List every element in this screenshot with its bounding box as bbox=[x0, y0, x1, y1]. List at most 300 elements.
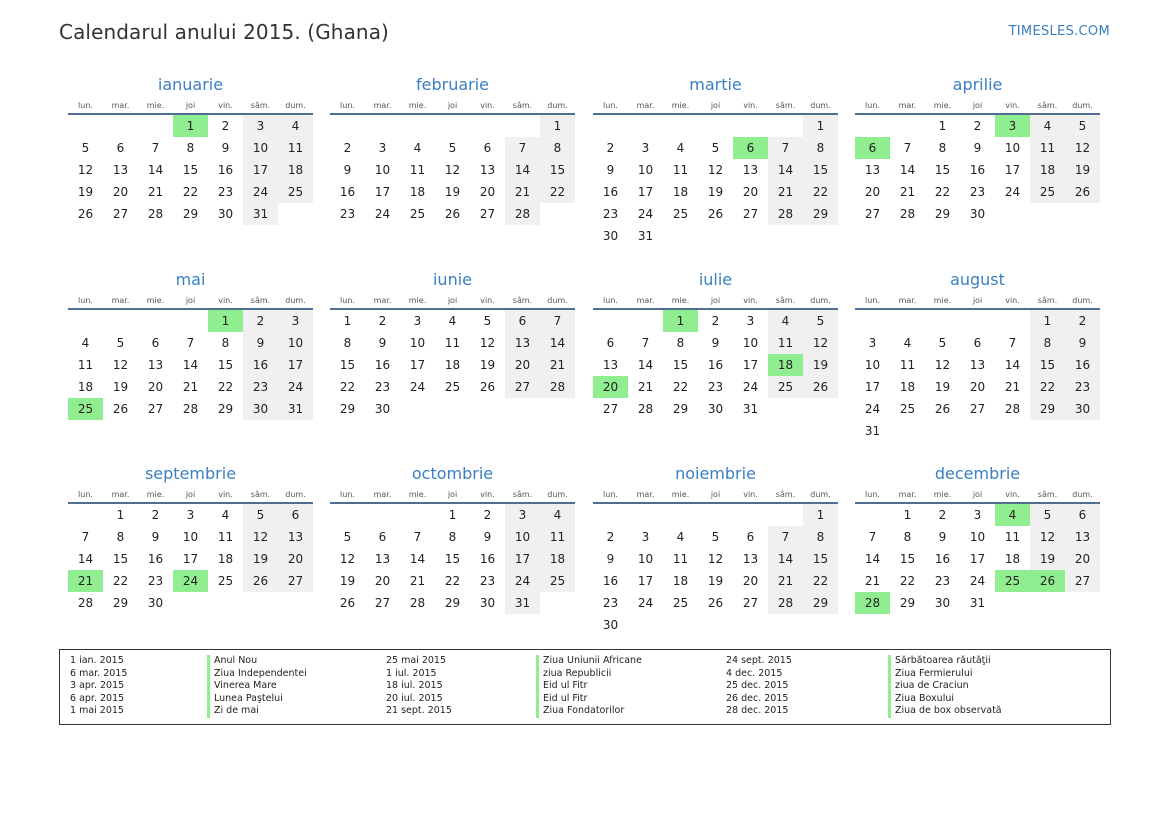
empty-cell bbox=[330, 115, 365, 137]
day-cell: 17 bbox=[969, 552, 986, 566]
weekday-label: vin. bbox=[743, 101, 758, 110]
day-cell: 5 bbox=[243, 504, 278, 526]
weekday-label: sâm. bbox=[250, 490, 271, 499]
day-cell: 6 bbox=[1065, 504, 1100, 526]
day-cell: 21 bbox=[505, 181, 540, 203]
day-cell: 6 bbox=[606, 336, 615, 350]
day-cell: 8 bbox=[938, 141, 947, 155]
day-cell: 29 bbox=[444, 596, 461, 610]
weekday-label: mar. bbox=[898, 296, 917, 305]
day-grid bbox=[68, 504, 313, 614]
day-cell: 26 bbox=[803, 376, 838, 398]
day-cell: 20 bbox=[479, 185, 496, 199]
day-cell: 10 bbox=[374, 163, 391, 177]
weekday-label: sâm. bbox=[512, 490, 533, 499]
page-title: Calendarul anului 2015. (Ghana) bbox=[59, 20, 389, 44]
day-cell: 15 bbox=[182, 163, 199, 177]
day-cell: 3 bbox=[641, 141, 650, 155]
weekday-label: mie. bbox=[933, 296, 952, 305]
day-cell: 13 bbox=[864, 163, 881, 177]
day-cell: 9 bbox=[973, 141, 982, 155]
day-cell: 2 bbox=[606, 141, 615, 155]
day-cell: 7 bbox=[413, 530, 422, 544]
holiday-day: 6 bbox=[733, 137, 768, 159]
day-cell: 23 bbox=[147, 574, 164, 588]
day-cell: 20 bbox=[278, 548, 313, 570]
day-cell: 10 bbox=[864, 358, 881, 372]
day-cell: 9 bbox=[343, 163, 352, 177]
day-cell: 30 bbox=[602, 229, 619, 243]
empty-cell bbox=[663, 115, 698, 137]
day-cell: 22 bbox=[540, 181, 575, 203]
empty-cell bbox=[593, 115, 628, 137]
day-cell: 31 bbox=[742, 402, 759, 416]
day-cell: 27 bbox=[969, 402, 986, 416]
day-cell: 18 bbox=[444, 358, 461, 372]
weekday-label: sâm. bbox=[775, 101, 796, 110]
legend-holiday-name: Lunea Paştelui bbox=[207, 693, 307, 706]
day-cell: 27 bbox=[147, 402, 164, 416]
weekday-label: mie. bbox=[671, 101, 690, 110]
day-cell: 7 bbox=[641, 336, 650, 350]
day-cell: 22 bbox=[899, 574, 916, 588]
day-cell: 14 bbox=[864, 552, 881, 566]
weekday-label: joi bbox=[710, 490, 721, 499]
day-cell: 11 bbox=[672, 552, 689, 566]
day-cell: 10 bbox=[409, 336, 426, 350]
day-cell: 22 bbox=[672, 380, 689, 394]
day-cell: 16 bbox=[147, 552, 164, 566]
empty-cell bbox=[698, 504, 733, 526]
day-cell: 9 bbox=[221, 141, 230, 155]
day-cell: 14 bbox=[637, 358, 654, 372]
empty-cell bbox=[593, 504, 628, 526]
day-cell: 5 bbox=[711, 530, 720, 544]
weekday-label: joi bbox=[710, 296, 721, 305]
month-name: ianuarie bbox=[157, 75, 224, 94]
day-cell: 21 bbox=[768, 570, 803, 592]
day-cell: 3 bbox=[746, 314, 755, 328]
legend-date: 6 apr. 2015 bbox=[70, 692, 125, 704]
day-cell: 15 bbox=[934, 163, 951, 177]
day-cell: 16 bbox=[969, 163, 986, 177]
month-name: martie bbox=[689, 75, 742, 94]
day-cell: 8 bbox=[448, 530, 457, 544]
weekday-label: mie. bbox=[933, 490, 952, 499]
day-cell: 5 bbox=[938, 336, 947, 350]
day-cell: 16 bbox=[602, 185, 619, 199]
day-cell: 13 bbox=[969, 358, 986, 372]
weekday-label: vin. bbox=[480, 101, 495, 110]
holiday-day: 26 bbox=[1030, 570, 1065, 592]
day-cell: 28 bbox=[637, 402, 654, 416]
empty-cell bbox=[330, 504, 365, 526]
legend-holiday-name: Ziua Boxului bbox=[888, 693, 1002, 706]
day-cell: 12 bbox=[77, 163, 94, 177]
day-cell: 26 bbox=[444, 207, 461, 221]
day-cell: 21 bbox=[637, 380, 654, 394]
day-cell: 27 bbox=[479, 207, 496, 221]
day-cell: 22 bbox=[803, 181, 838, 203]
legend-date: 25 mai 2015 bbox=[386, 655, 447, 666]
day-cell: 13 bbox=[505, 332, 540, 354]
day-cell: 16 bbox=[217, 163, 234, 177]
day-cell: 2 bbox=[343, 141, 352, 155]
weekday-label: sâm. bbox=[512, 101, 533, 110]
empty-cell bbox=[925, 310, 960, 332]
day-cell: 26 bbox=[707, 207, 724, 221]
month-decembrie bbox=[855, 464, 1100, 614]
day-cell: 26 bbox=[479, 380, 496, 394]
weekday-label: joi bbox=[447, 490, 458, 499]
day-cell: 17 bbox=[182, 552, 199, 566]
day-cell: 8 bbox=[221, 336, 230, 350]
legend-date: 21 sept. 2015 bbox=[386, 705, 452, 717]
empty-cell bbox=[138, 310, 173, 332]
weekday-label: joi bbox=[185, 296, 196, 305]
day-cell: 15 bbox=[540, 159, 575, 181]
legend-date: 18 iul. 2015 bbox=[386, 680, 443, 692]
weekday-label: dum. bbox=[547, 296, 568, 305]
day-cell: 5 bbox=[711, 141, 720, 155]
holiday-day: 25 bbox=[995, 570, 1030, 592]
weekday-header bbox=[68, 99, 313, 115]
month-name: octombrie bbox=[411, 464, 494, 483]
day-cell: 21 bbox=[768, 181, 803, 203]
weekday-label: dum. bbox=[285, 490, 306, 499]
holiday-day: 3 bbox=[995, 115, 1030, 137]
day-cell: 1 bbox=[116, 508, 125, 522]
legend-holiday-name: ziua de Craciun bbox=[888, 680, 1002, 693]
day-cell: 28 bbox=[147, 207, 164, 221]
day-cell: 17 bbox=[742, 358, 759, 372]
day-grid bbox=[855, 115, 1100, 225]
day-cell: 4 bbox=[768, 310, 803, 332]
day-cell: 6 bbox=[116, 141, 125, 155]
legend-holiday-name: Ziua Fermierului bbox=[888, 668, 1002, 681]
day-cell: 20 bbox=[374, 574, 391, 588]
day-cell: 9 bbox=[606, 552, 615, 566]
day-cell: 11 bbox=[768, 332, 803, 354]
day-cell: 3 bbox=[973, 508, 982, 522]
holiday-day: 1 bbox=[663, 310, 698, 332]
weekday-label: sâm. bbox=[1037, 490, 1058, 499]
day-cell: 10 bbox=[742, 336, 759, 350]
weekday-label: lun. bbox=[865, 490, 880, 499]
day-cell: 3 bbox=[868, 336, 877, 350]
legend-holiday-name: Sărbătoarea răutăţii bbox=[888, 655, 1002, 668]
day-cell: 22 bbox=[217, 380, 234, 394]
day-cell: 6 bbox=[378, 530, 387, 544]
empty-cell bbox=[733, 504, 768, 526]
weekday-label: lun. bbox=[78, 101, 93, 110]
day-cell: 12 bbox=[479, 336, 496, 350]
weekday-label: vin. bbox=[480, 490, 495, 499]
day-cell: 4 bbox=[81, 336, 90, 350]
day-cell: 24 bbox=[243, 181, 278, 203]
day-cell: 22 bbox=[1030, 376, 1065, 398]
weekday-header bbox=[593, 488, 838, 504]
weekday-label: dum. bbox=[1072, 101, 1093, 110]
empty-cell bbox=[890, 115, 925, 137]
day-cell: 12 bbox=[339, 552, 356, 566]
day-cell: 24 bbox=[1004, 185, 1021, 199]
day-cell: 11 bbox=[278, 137, 313, 159]
day-cell: 5 bbox=[81, 141, 90, 155]
weekday-label: dum. bbox=[547, 490, 568, 499]
day-cell: 29 bbox=[1030, 398, 1065, 420]
day-cell: 11 bbox=[540, 526, 575, 548]
weekday-label: mie. bbox=[408, 490, 427, 499]
day-cell: 25 bbox=[899, 402, 916, 416]
day-cell: 11 bbox=[672, 163, 689, 177]
weekday-label: lun. bbox=[603, 490, 618, 499]
day-cell: 27 bbox=[1065, 570, 1100, 592]
day-cell: 1 bbox=[803, 504, 838, 526]
day-cell: 4 bbox=[278, 115, 313, 137]
day-cell: 20 bbox=[969, 380, 986, 394]
weekday-label: sâm. bbox=[775, 490, 796, 499]
weekday-label: mie. bbox=[671, 296, 690, 305]
day-cell: 13 bbox=[147, 358, 164, 372]
weekday-label: joi bbox=[972, 101, 983, 110]
empty-cell bbox=[628, 310, 663, 332]
weekday-label: mar. bbox=[373, 490, 392, 499]
empty-cell bbox=[768, 504, 803, 526]
weekday-header bbox=[68, 488, 313, 504]
month-name: februarie bbox=[415, 75, 490, 94]
legend-date: 1 ian. 2015 bbox=[70, 655, 124, 666]
day-cell: 18 bbox=[217, 552, 234, 566]
day-cell: 27 bbox=[742, 596, 759, 610]
legend-holiday-name: Zi de mai bbox=[207, 705, 307, 718]
day-cell: 28 bbox=[182, 402, 199, 416]
day-cell: 8 bbox=[116, 530, 125, 544]
weekday-label: mar. bbox=[636, 101, 655, 110]
day-cell: 24 bbox=[969, 574, 986, 588]
day-cell: 5 bbox=[483, 314, 492, 328]
day-cell: 31 bbox=[243, 203, 278, 225]
weekday-header bbox=[330, 294, 575, 310]
legend-date-column bbox=[70, 655, 127, 718]
empty-cell bbox=[628, 115, 663, 137]
day-cell: 11 bbox=[444, 336, 461, 350]
legend-holiday-name: Anul Nou bbox=[207, 655, 307, 668]
day-cell: 1 bbox=[1030, 310, 1065, 332]
weekday-label: lun. bbox=[78, 490, 93, 499]
day-cell: 11 bbox=[899, 358, 916, 372]
day-cell: 30 bbox=[147, 596, 164, 610]
day-cell: 10 bbox=[637, 163, 654, 177]
month-name: septembrie bbox=[144, 464, 237, 483]
day-cell: 3 bbox=[243, 115, 278, 137]
day-cell: 14 bbox=[505, 159, 540, 181]
weekday-label: vin. bbox=[743, 490, 758, 499]
legend-date: 20 iul. 2015 bbox=[386, 692, 443, 704]
day-cell: 16 bbox=[602, 574, 619, 588]
day-cell: 17 bbox=[864, 380, 881, 394]
legend-name-column bbox=[888, 655, 1002, 718]
day-cell: 7 bbox=[768, 526, 803, 548]
day-cell: 9 bbox=[483, 530, 492, 544]
day-cell: 14 bbox=[768, 159, 803, 181]
month-name: iunie bbox=[432, 270, 472, 289]
day-cell: 15 bbox=[1030, 354, 1065, 376]
day-cell: 22 bbox=[339, 380, 356, 394]
day-cell: 26 bbox=[112, 402, 129, 416]
day-cell: 17 bbox=[637, 185, 654, 199]
day-cell: 29 bbox=[803, 203, 838, 225]
day-cell: 27 bbox=[112, 207, 129, 221]
weekday-header bbox=[855, 99, 1100, 115]
month-name: mai bbox=[175, 270, 206, 289]
day-cell: 12 bbox=[707, 163, 724, 177]
weekday-label: dum. bbox=[1072, 296, 1093, 305]
day-cell: 18 bbox=[540, 548, 575, 570]
day-cell: 14 bbox=[182, 358, 199, 372]
day-cell: 12 bbox=[707, 552, 724, 566]
weekday-label: lun. bbox=[340, 296, 355, 305]
legend-date: 28 dec. 2015 bbox=[726, 705, 789, 717]
holiday-day: 21 bbox=[68, 570, 103, 592]
day-cell: 2 bbox=[483, 508, 492, 522]
day-cell: 31 bbox=[969, 596, 986, 610]
day-cell: 20 bbox=[147, 380, 164, 394]
legend-holiday-name: Eid ul Fitr bbox=[536, 693, 642, 706]
weekday-label: mie. bbox=[671, 490, 690, 499]
day-cell: 10 bbox=[278, 332, 313, 354]
legend-date: 24 sept. 2015 bbox=[726, 655, 792, 666]
day-cell: 28 bbox=[768, 203, 803, 225]
day-cell: 5 bbox=[1030, 504, 1065, 526]
day-cell: 14 bbox=[409, 552, 426, 566]
month-name: iulie bbox=[698, 270, 733, 289]
day-cell: 18 bbox=[1004, 552, 1021, 566]
day-cell: 27 bbox=[374, 596, 391, 610]
day-cell: 19 bbox=[934, 380, 951, 394]
empty-cell bbox=[698, 115, 733, 137]
day-cell: 12 bbox=[444, 163, 461, 177]
day-cell: 22 bbox=[934, 185, 951, 199]
day-cell: 23 bbox=[602, 596, 619, 610]
day-cell: 18 bbox=[672, 185, 689, 199]
weekday-label: lun. bbox=[78, 296, 93, 305]
day-cell: 5 bbox=[343, 530, 352, 544]
empty-cell bbox=[768, 115, 803, 137]
day-cell: 4 bbox=[676, 530, 685, 544]
day-cell: 25 bbox=[217, 574, 234, 588]
brand-link[interactable]: TIMESLES.COM bbox=[1008, 24, 1110, 39]
holiday-day: 18 bbox=[768, 354, 803, 376]
day-cell: 6 bbox=[278, 504, 313, 526]
empty-cell bbox=[435, 115, 470, 137]
day-cell: 26 bbox=[339, 596, 356, 610]
day-cell: 19 bbox=[803, 354, 838, 376]
weekday-header bbox=[855, 488, 1100, 504]
day-cell: 13 bbox=[742, 552, 759, 566]
weekday-label: lun. bbox=[603, 296, 618, 305]
legend-date: 26 dec. 2015 bbox=[726, 692, 789, 704]
day-cell: 22 bbox=[182, 185, 199, 199]
day-cell: 6 bbox=[746, 530, 755, 544]
day-cell: 5 bbox=[116, 336, 125, 350]
month-iulie bbox=[593, 270, 838, 420]
day-cell: 4 bbox=[903, 336, 912, 350]
day-cell: 3 bbox=[186, 508, 195, 522]
weekday-label: joi bbox=[972, 296, 983, 305]
day-cell: 26 bbox=[934, 402, 951, 416]
day-cell: 8 bbox=[540, 137, 575, 159]
weekday-label: dum. bbox=[547, 101, 568, 110]
weekday-header bbox=[855, 294, 1100, 310]
legend-holiday-name: Ziua Independentei bbox=[207, 668, 307, 681]
day-cell: 8 bbox=[803, 526, 838, 548]
day-cell: 2 bbox=[606, 530, 615, 544]
day-cell: 29 bbox=[112, 596, 129, 610]
weekday-label: mar. bbox=[636, 296, 655, 305]
weekday-label: sâm. bbox=[512, 296, 533, 305]
day-cell: 31 bbox=[637, 229, 654, 243]
day-cell: 10 bbox=[969, 530, 986, 544]
empty-cell bbox=[365, 504, 400, 526]
legend-name-column bbox=[536, 655, 642, 718]
day-cell: 2 bbox=[1065, 310, 1100, 332]
day-cell: 3 bbox=[641, 530, 650, 544]
day-cell: 6 bbox=[151, 336, 160, 350]
day-cell: 30 bbox=[217, 207, 234, 221]
day-cell: 14 bbox=[899, 163, 916, 177]
day-cell: 11 bbox=[77, 358, 94, 372]
day-cell: 19 bbox=[1065, 159, 1100, 181]
day-cell: 7 bbox=[868, 530, 877, 544]
legend-date: 1 iul. 2015 bbox=[386, 667, 437, 679]
day-cell: 2 bbox=[973, 119, 982, 133]
day-cell: 2 bbox=[151, 508, 160, 522]
day-cell: 15 bbox=[803, 159, 838, 181]
day-cell: 9 bbox=[378, 336, 387, 350]
weekday-label: sâm. bbox=[250, 296, 271, 305]
day-cell: 4 bbox=[413, 141, 422, 155]
day-cell: 23 bbox=[969, 185, 986, 199]
day-cell: 15 bbox=[899, 552, 916, 566]
day-cell: 3 bbox=[413, 314, 422, 328]
weekday-label: sâm. bbox=[1037, 101, 1058, 110]
day-cell: 13 bbox=[479, 163, 496, 177]
legend-date: 1 mai 2015 bbox=[70, 705, 124, 717]
day-cell: 25 bbox=[444, 380, 461, 394]
day-cell: 29 bbox=[803, 592, 838, 614]
day-cell: 7 bbox=[540, 310, 575, 332]
day-cell: 22 bbox=[803, 570, 838, 592]
empty-cell bbox=[733, 115, 768, 137]
day-cell: 25 bbox=[1030, 181, 1065, 203]
day-cell: 27 bbox=[278, 570, 313, 592]
day-cell: 14 bbox=[147, 163, 164, 177]
empty-cell bbox=[960, 310, 995, 332]
weekday-label: lun. bbox=[340, 490, 355, 499]
empty-cell bbox=[103, 310, 138, 332]
day-cell: 30 bbox=[1065, 398, 1100, 420]
day-cell: 15 bbox=[112, 552, 129, 566]
day-cell: 30 bbox=[243, 398, 278, 420]
day-cell: 13 bbox=[278, 526, 313, 548]
holiday-day: 1 bbox=[173, 115, 208, 137]
day-cell: 30 bbox=[969, 207, 986, 221]
month-aprilie bbox=[855, 75, 1100, 225]
day-cell: 11 bbox=[409, 163, 426, 177]
day-cell: 4 bbox=[1030, 115, 1065, 137]
day-cell: 6 bbox=[973, 336, 982, 350]
